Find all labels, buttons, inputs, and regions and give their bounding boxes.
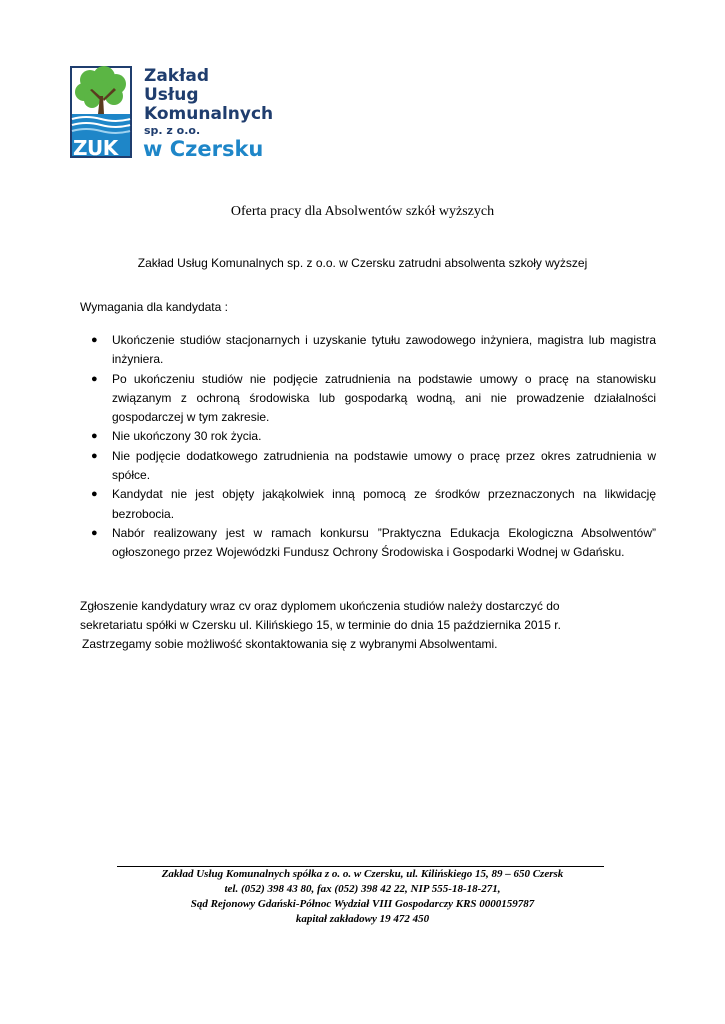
list-item-text: Ukończenie studiów stacjonarnych i uzyskanie tytułu zawodowego inżyniera, magistra lub magistra inżyniera. <box>112 333 656 367</box>
bullet-icon: ● <box>91 526 98 539</box>
application-paragraph <box>80 597 620 654</box>
logo-text-line1: Zakład <box>144 66 210 86</box>
company-logo <box>70 66 280 161</box>
logo-text-line3: Komunalnych <box>144 104 274 124</box>
list-item-text: Nabór realizowany jest w ramach konkursu ”Praktyczna Edukacja Ekologiczna Absolwentów” ogłoszonego przez Wojewódzki Fundusz Ochrony Środowiska i Gospodarki Wodnej w Gdańsku. <box>112 525 656 560</box>
bullet-icon: ● <box>91 488 98 501</box>
logo-text-line2: Usług <box>144 85 199 105</box>
footer <box>0 867 725 927</box>
logo-text-line5: w Czersku <box>143 137 264 161</box>
application-line: Zastrzegamy sobie możliwość skontaktowania się z wybranymi Absolwentami. <box>82 637 498 651</box>
list-item <box>91 427 656 446</box>
list-item <box>91 370 656 428</box>
bullet-icon: ● <box>91 430 98 443</box>
footer-line: Sąd Rejonowy Gdański-Północ Wydział VIII Gospodarczy KRS 0000159787 <box>190 898 535 910</box>
footer-line: kapitał zakładowy 19 472 450 <box>295 913 430 925</box>
list-item-text: Kandydat nie jest objęty jakąkolwiek inną pomocą ze środków przeznaczonych na likwidację bezrobocia. <box>112 487 656 521</box>
list-item-text: Nie ukończony 30 rok życia. <box>112 429 262 444</box>
footer-line: Zakład Usług Komunalnych spółka z o. o. w Czersku, ul. Kilińskiego 15, 89 – 650 Czersk <box>161 868 564 880</box>
bullet-icon: ● <box>91 372 98 385</box>
list-item <box>91 524 656 563</box>
logo-badge: ZUK <box>73 136 118 160</box>
bullet-icon: ● <box>91 449 98 462</box>
application-line: Zgłoszenie kandydatury wraz cv oraz dyplomem ukończenia studiów należy dostarczyć do <box>80 599 560 613</box>
requirements-list <box>91 331 656 563</box>
list-item-text: Po ukończeniu studiów nie podjęcie zatrudnienia na podstawie umowy o pracę na stanowisku związanym z ochroną środowiska lub gospodarką wodną, ani nie prowadzenie działalności gospodarczej w tym zakresie. <box>112 371 656 425</box>
document-title: Oferta pracy dla Absolwentów szkół wyższych <box>230 204 495 219</box>
list-item <box>91 485 656 524</box>
logo-text-line4: sp. z o.o. <box>144 124 201 137</box>
application-line: sekretariatu spółki w Czersku ul. Kilińskiego 15, w terminie do dnia 15 października 2015 r. <box>80 618 561 632</box>
document-subtitle: Zakład Usług Komunalnych sp. z o.o. w Czersku zatrudni absolwenta szkoły wyższej <box>137 256 588 270</box>
requirements-heading: Wymagania dla kandydata : <box>80 300 228 314</box>
list-item <box>91 447 656 486</box>
list-item-text: Nie podjęcie dodatkowego zatrudnienia na podstawie umowy o pracę przez okres zatrudnienia w spółce. <box>112 448 656 483</box>
bullet-icon: ● <box>91 334 98 346</box>
footer-line: tel. (052) 398 43 80, fax (052) 398 42 22, NIP 555-18-18-271, <box>224 883 501 895</box>
list-item <box>91 331 656 370</box>
